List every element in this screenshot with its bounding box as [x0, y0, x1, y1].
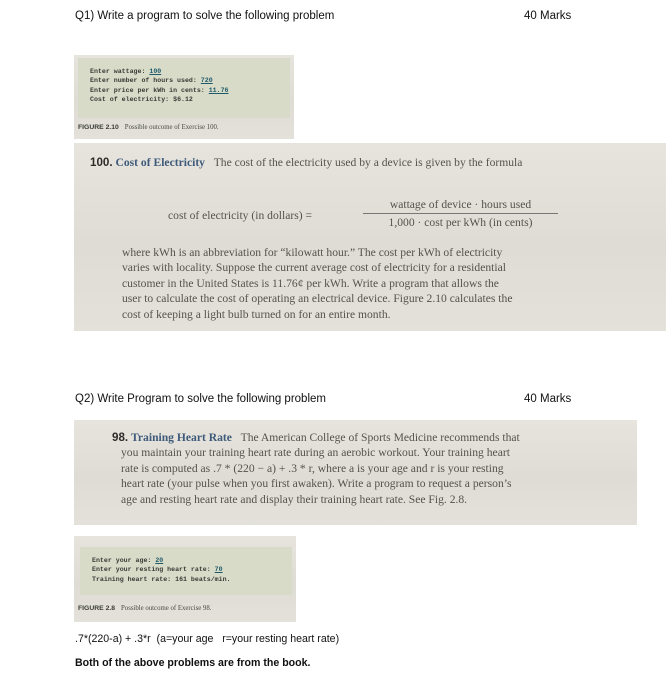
- q2-marks: 40 Marks: [524, 393, 572, 405]
- console-output-q1: [78, 58, 290, 118]
- figure-caption-q1: [78, 124, 219, 131]
- q1-title: Q1) Write a program to solve the following problem: [75, 10, 335, 22]
- console-line: Enter price per kWh in cents: 11.76: [90, 86, 229, 94]
- body-line: user to calculate the cost of operating an electrical device. Figure 2.10 calculates the: [122, 292, 513, 306]
- exercise-title: Cost of Electricity: [115, 156, 205, 169]
- figure-label: FIGURE 2.10: [78, 124, 119, 131]
- figure-caption-q2: [78, 605, 211, 612]
- figure-text: Possible outcome of Exercise 100.: [124, 124, 219, 131]
- console-line: Enter your age: 20: [92, 557, 164, 564]
- body-line: customer in the United States is 11.76¢ per kWh. Write a program that allows the: [122, 276, 499, 290]
- figure-label: FIGURE 2.8: [78, 605, 116, 612]
- exercise-title: Training Heart Rate: [131, 431, 232, 444]
- exercise-number: 100.: [90, 156, 113, 169]
- figure-text: Possible outcome of Exercise 98.: [121, 605, 212, 612]
- formula-note: .7*(220-a) + .3*r (a=your age r=your resting heart rate): [75, 633, 340, 645]
- formula-fraction: [363, 197, 558, 231]
- body-line: varies with locality. Suppose the current average cost of electricity for a residential: [122, 261, 506, 275]
- console-line: Training heart rate: 161 beats/min.: [92, 575, 231, 583]
- exercise-100-body: [122, 245, 662, 322]
- body-line: you maintain your training heart rate during an aerobic workout. Your training heart: [121, 446, 510, 460]
- exercise-intro: The cost of the electricity used by a device is given by the formula: [213, 156, 523, 169]
- exercise-100-heading: [90, 155, 650, 170]
- console-line: Enter number of hours used: 720: [90, 77, 213, 85]
- body-line: age and resting heart rate and display their training heart rate. See Fig. 2.8.: [121, 492, 468, 506]
- q2-title: Q2) Write Program to solve the following problem: [75, 393, 326, 405]
- body-line: cost of keeping a light bulb turned on for an entire month.: [122, 307, 391, 321]
- formula-denominator: 1,000 · cost per kWh (in cents): [388, 216, 533, 230]
- console-line: Enter wattage: 100: [90, 68, 162, 75]
- body-line: where kWh is an abbreviation for “kilowatt hour.” The cost per kWh of electricity: [122, 246, 503, 259]
- body-line: rate is computed as .7 * (220 − a) + .3 * r, where a is your age and r is your resting: [121, 461, 504, 475]
- exercise-number: 98.: [112, 431, 129, 444]
- formula-numerator: wattage of device · hours used: [363, 197, 558, 214]
- source-note: Both of the above problems are from the book.: [75, 657, 311, 669]
- formula-lhs: cost of electricity (in dollars) =: [168, 209, 313, 222]
- console-line: Cost of electricity: $6.12: [90, 96, 193, 104]
- q1-marks: 40 Marks: [524, 10, 572, 22]
- body-line: heart rate (your pulse when you first awaken). Write a program to request a person’s: [121, 477, 512, 491]
- console-output-q2: [80, 547, 292, 595]
- console-line: Enter your resting heart rate: 70: [92, 566, 223, 574]
- exercise-98-first-line: 98. Training Heart Rate The American College of Sports Medicine recommends that: [112, 431, 520, 444]
- exercise-98-text: [112, 430, 632, 507]
